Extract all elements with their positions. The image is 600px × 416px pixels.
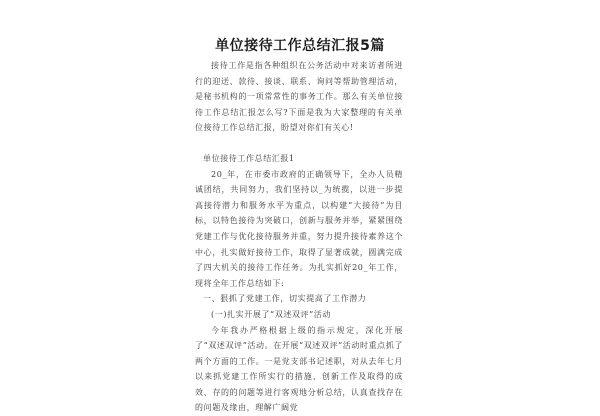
paragraph-gap <box>195 136 403 151</box>
heading-1: 一、狠抓了党建工作，切实提高了工作潜力 <box>195 291 403 307</box>
body-paragraph-2: 今年我办严格根据上级的指示规定，深化开展了“双述双评”活动。在开展“双述双评”活动时重点抓了两个方面的工作。一是党支部书记述职，对从去年七月以来抓党建工作所实行的措施、创新工作及取得的成效、存的的问题等进行客观地分析总结，认真查找存在的问题及缘由，理解广阔党 <box>195 323 403 416</box>
section-title: 单位接待工作总结汇报1 <box>195 151 403 167</box>
body-paragraph-1: 20_年，在市委市政府的正确领导下，全办人员精诚团结，共同努力，我们坚持以_为统揽，以进一步提高接待潜力和服务水平为重点，以构建“大接待”为目标，以特色接待为突破口，创新与服务并举，紧紧围绕党建工作与优化接待服务并重，努力提升接待素养这个中心，扎实做好接待工作，取得了显著成就，圆满完成了四大机关的接待工作任务。为扎实抓好20_年工作，现将全年工作总结如下: <box>195 167 403 292</box>
document-body <box>195 58 403 416</box>
heading-2: (一)扎实开展了“双述双评”活动 <box>195 307 403 323</box>
document-title: 单位接待工作总结汇报5篇 <box>0 35 600 55</box>
intro-paragraph: 接待工作是指各种组织在公务活动中对来访者所进行的迎送、款待、接谈、联系、询问等帮助管理活动，是秘书机构的一项常常性的事务工作。那么有关单位接待工作总结汇报怎么写?下面是我为大家整理的有关单位接待工作总结汇报，盼望对你们有关心! <box>195 58 403 136</box>
